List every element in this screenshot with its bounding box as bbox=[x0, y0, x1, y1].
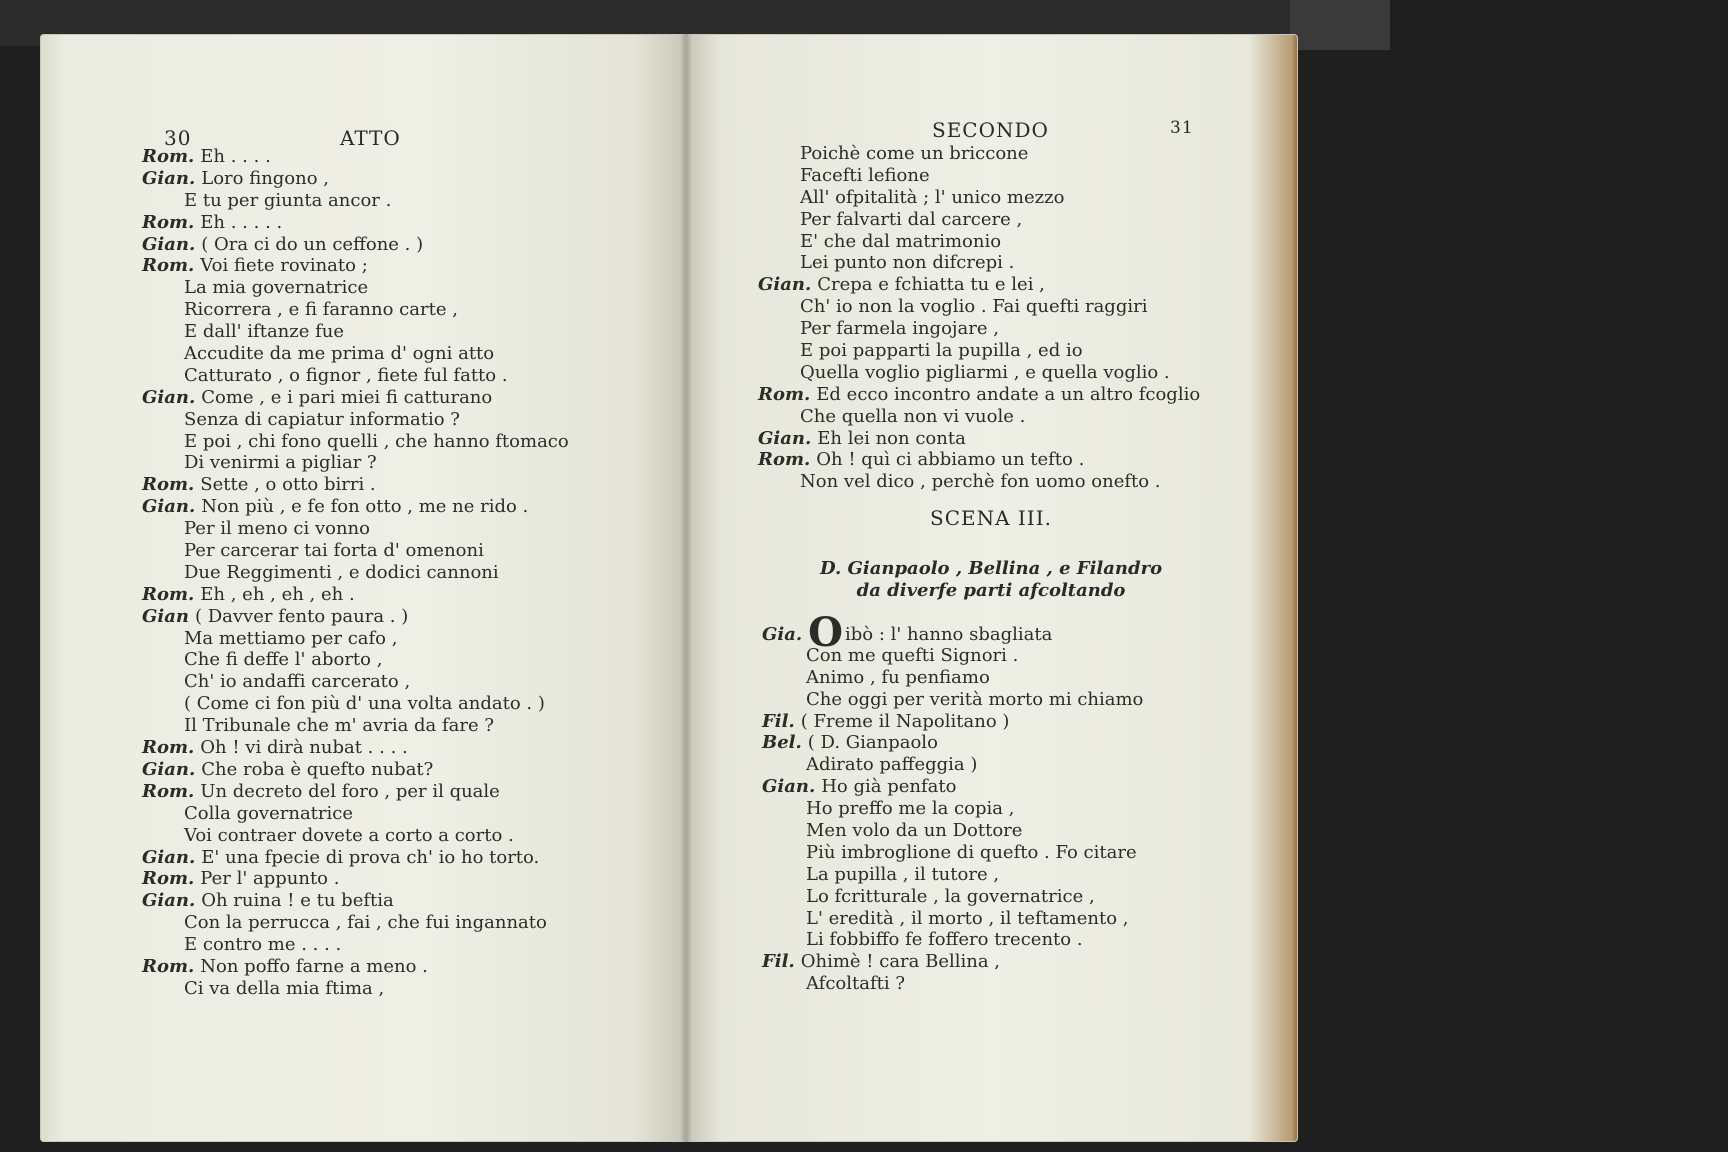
text-line bbox=[758, 471, 1200, 493]
speaker-label: Gian. bbox=[142, 167, 196, 189]
stage-direction bbox=[820, 558, 1162, 602]
text-line bbox=[762, 864, 1143, 886]
line-text: ibò : l' hanno sbagliata bbox=[844, 624, 1053, 645]
right-text-block-bottom bbox=[762, 609, 1144, 995]
line-text: La mia governatrice bbox=[184, 277, 369, 299]
text-line bbox=[758, 318, 1200, 340]
speaker-label: Rom. bbox=[142, 955, 195, 977]
text-line bbox=[758, 252, 1200, 274]
line-text: E poi , chi fono quelli , che hanno ftomaco bbox=[184, 430, 569, 452]
backdrop-strip bbox=[1290, 0, 1390, 50]
speaker-label: Rom. bbox=[142, 737, 195, 759]
speaker-label: Gian. bbox=[142, 386, 196, 408]
text-line bbox=[758, 449, 1200, 471]
line-text: Ricorrera , e fi faranno carte , bbox=[184, 299, 458, 321]
speaker-label: Fil. bbox=[762, 710, 795, 732]
speaker-label: Rom. bbox=[758, 383, 811, 405]
text-line bbox=[142, 803, 569, 825]
speaker-label: Gian. bbox=[142, 758, 196, 780]
line-text: L' eredità , il morto , il teftamento , bbox=[806, 907, 1129, 929]
text-line bbox=[142, 671, 569, 693]
text-line bbox=[758, 209, 1200, 231]
line-text: Di venirmi a pigliar ? bbox=[184, 452, 377, 474]
text-line bbox=[762, 754, 1143, 776]
line-text: E tu per giunta ancor . bbox=[184, 189, 392, 211]
right-running-head: SECONDO bbox=[932, 118, 1049, 142]
speaker-label: Rom. bbox=[142, 868, 195, 890]
text-line bbox=[142, 825, 569, 847]
speaker-label: Rom. bbox=[142, 583, 195, 605]
left-text-block bbox=[142, 146, 569, 1000]
line-text: Per carcerar tai forta d' omenoni bbox=[184, 540, 484, 562]
line-text: Oh ! quì ci abbiamo un tefto . bbox=[816, 449, 1085, 471]
text-line bbox=[142, 956, 569, 978]
line-text: Catturato , o fignor , fiete ful fatto . bbox=[184, 364, 508, 386]
line-text: Che oggi per verità morto mi chiamo bbox=[806, 688, 1144, 710]
stage-direction-line-2: da diverfe parti afcoltando bbox=[856, 580, 1126, 601]
text-line bbox=[758, 231, 1200, 253]
text-line bbox=[142, 299, 569, 321]
text-line bbox=[762, 645, 1143, 667]
speaker-label: Gian. bbox=[142, 233, 196, 255]
line-text: La pupilla , il tutore , bbox=[806, 863, 1000, 885]
text-line bbox=[142, 978, 569, 1000]
line-text: Accudite da me prima d' ogni atto bbox=[184, 343, 495, 365]
book-gutter bbox=[680, 34, 692, 1142]
speaker-label: Rom. bbox=[142, 211, 195, 233]
text-line bbox=[142, 562, 569, 584]
text-line bbox=[762, 908, 1143, 930]
line-text: Che fi deffe l' aborto , bbox=[184, 649, 383, 671]
line-text: Voi fiete rovinato ; bbox=[200, 255, 368, 277]
line-text: Il Tribunale che m' avria da fare ? bbox=[184, 715, 495, 737]
text-line bbox=[142, 868, 569, 890]
text-line bbox=[758, 428, 1200, 450]
text-line bbox=[142, 781, 569, 803]
text-line bbox=[758, 274, 1200, 296]
speaker-label: Fil. bbox=[762, 951, 795, 973]
speaker-label: Gia. bbox=[762, 624, 803, 645]
line-text: Oh ! vi dirà nubat . . . . bbox=[200, 737, 408, 759]
line-text: Con me quefti Signori . bbox=[806, 644, 1019, 666]
speaker-label: Rom. bbox=[142, 255, 195, 277]
text-line bbox=[758, 406, 1200, 428]
text-line bbox=[762, 842, 1143, 864]
line-text: E poi papparti la pupilla , ed io bbox=[800, 340, 1083, 362]
text-line bbox=[142, 934, 569, 956]
line-text: Lo fcritturale , la governatrice , bbox=[806, 885, 1095, 907]
line-text: ( Come ci fon più d' una volta andato . ) bbox=[184, 693, 545, 715]
scene-title: SCENA III. bbox=[930, 506, 1052, 530]
line-text: E' che dal matrimonio bbox=[800, 230, 1002, 252]
line-text: E dall' iftanze fue bbox=[184, 321, 345, 343]
text-line bbox=[142, 847, 569, 869]
text-line bbox=[758, 340, 1200, 362]
text-line bbox=[142, 431, 569, 453]
line-text: Voi contraer dovete a corto a corto . bbox=[184, 824, 514, 846]
text-line bbox=[142, 518, 569, 540]
text-line bbox=[142, 409, 569, 431]
text-line bbox=[142, 212, 569, 234]
left-running-head: ATTO bbox=[340, 126, 401, 150]
speaker-label: Gian. bbox=[142, 496, 196, 518]
text-line bbox=[142, 693, 569, 715]
line-text: Afcoltafti ? bbox=[806, 973, 906, 995]
line-text: Eh . . . . . bbox=[200, 211, 283, 233]
speaker-label: Rom. bbox=[142, 780, 195, 802]
line-text: Colla governatrice bbox=[184, 802, 354, 824]
text-line bbox=[142, 234, 569, 256]
text-line bbox=[762, 820, 1143, 842]
text-line bbox=[142, 606, 569, 628]
text-line bbox=[142, 496, 569, 518]
text-line bbox=[762, 711, 1143, 733]
line-text: Ma mettiamo per cafo , bbox=[184, 627, 398, 649]
speaker-label: Gian. bbox=[762, 776, 816, 798]
speaker-label: Bel. bbox=[762, 732, 802, 754]
text-line bbox=[142, 737, 569, 759]
text-line bbox=[142, 387, 569, 409]
text-line bbox=[142, 649, 569, 671]
speaker-label: Gian bbox=[142, 605, 189, 627]
text-line bbox=[142, 255, 569, 277]
left-page-number: 30 bbox=[164, 126, 192, 150]
line-text: Con la perrucca , fai , che fui ingannato bbox=[184, 912, 547, 934]
line-text: Eh . . . . bbox=[200, 146, 271, 167]
text-line bbox=[142, 146, 569, 168]
text-line bbox=[762, 667, 1143, 689]
line-text: Oh ruina ! e tu beftia bbox=[201, 890, 394, 912]
line-text: E' una fpecie di prova ch' io ho torto. bbox=[201, 846, 540, 868]
text-line bbox=[142, 890, 569, 912]
text-line bbox=[142, 715, 569, 737]
line-text: Animo , fu penfiamo bbox=[806, 666, 990, 688]
text-line bbox=[142, 168, 569, 190]
line-text: Ci va della mia ftima , bbox=[184, 977, 385, 999]
text-line bbox=[758, 165, 1200, 187]
line-text: Che quella non vi vuole . bbox=[800, 405, 1026, 427]
speaker-label: Gian. bbox=[142, 890, 196, 912]
line-text: Per falvarti dal carcere , bbox=[800, 208, 1023, 230]
text-line bbox=[142, 584, 569, 606]
speaker-label: Rom. bbox=[758, 449, 811, 471]
line-text: ( D. Gianpaolo bbox=[807, 732, 938, 754]
text-line bbox=[758, 187, 1200, 209]
text-line bbox=[142, 474, 569, 496]
line-text: E contro me . . . . bbox=[184, 934, 342, 956]
text-line bbox=[142, 343, 569, 365]
line-text: Men volo da un Dottore bbox=[806, 820, 1023, 842]
text-line bbox=[758, 362, 1200, 384]
line-text: Ho già penfato bbox=[821, 776, 957, 798]
line-text: Ch' io non la voglio . Fai quefti raggiri bbox=[800, 296, 1148, 318]
line-text: Ch' io andaffi carcerato , bbox=[184, 671, 411, 693]
speaker-label: Gian. bbox=[758, 427, 812, 449]
line-text: Ohimè ! cara Bellina , bbox=[800, 951, 1001, 973]
line-text: Ho preffo me la copia , bbox=[806, 798, 1015, 820]
line-text: Senza di capiatur informatio ? bbox=[184, 408, 460, 430]
line-text: Eh , eh , eh , eh . bbox=[200, 583, 355, 605]
line-text: Non più , e fe fon otto , me ne rido . bbox=[201, 496, 529, 518]
text-line bbox=[758, 296, 1200, 318]
text-line bbox=[762, 776, 1143, 798]
line-text: All' ofpitalità ; l' unico mezzo bbox=[800, 186, 1065, 208]
line-text: Lei punto non difcrepi . bbox=[800, 252, 1015, 274]
line-text: Più imbroglione di quefto . Fo citare bbox=[806, 841, 1137, 863]
right-page-number: 31 bbox=[1170, 118, 1194, 138]
text-line bbox=[762, 951, 1143, 973]
line-text: Eh lei non conta bbox=[817, 427, 966, 449]
text-line bbox=[142, 628, 569, 650]
line-text: Crepa e fchiatta tu e lei , bbox=[817, 274, 1045, 296]
text-line bbox=[142, 540, 569, 562]
line-text: Quella voglio pigliarmi , e quella voglio . bbox=[800, 361, 1170, 383]
speaker-label: Rom. bbox=[142, 474, 195, 496]
line-text: Per il meno ci vonno bbox=[184, 518, 370, 540]
speaker-label: Gian. bbox=[758, 274, 812, 296]
text-line bbox=[142, 321, 569, 343]
text-line bbox=[142, 759, 569, 781]
line-text: ( Freme il Napolitano ) bbox=[800, 710, 1010, 732]
text-line bbox=[762, 886, 1143, 908]
line-text: Sette , o otto birri . bbox=[200, 474, 376, 496]
line-text: Facefti lefione bbox=[800, 164, 930, 186]
text-line bbox=[762, 973, 1143, 995]
text-line bbox=[758, 143, 1200, 165]
speaker-label: Gian. bbox=[142, 846, 196, 868]
line-text: Un decreto del foro , per il quale bbox=[200, 780, 500, 802]
text-line bbox=[762, 689, 1143, 711]
text-line bbox=[142, 912, 569, 934]
drop-cap: O bbox=[808, 609, 843, 656]
text-line bbox=[142, 190, 569, 212]
right-text-block-top bbox=[758, 143, 1200, 493]
line-text: Che roba è quefto nubat? bbox=[201, 758, 434, 780]
line-text: Loro fingono , bbox=[201, 167, 330, 189]
line-text: Li fobbiffo fe foffero trecento . bbox=[806, 929, 1083, 951]
line-text: Come , e i pari miei fi catturano bbox=[201, 386, 493, 408]
text-line bbox=[762, 798, 1143, 820]
line-text: Per farmela ingojare , bbox=[800, 318, 999, 340]
text-line bbox=[762, 732, 1143, 754]
line-text: ( Ora ci do un ceffone . ) bbox=[201, 233, 424, 255]
text-line bbox=[142, 277, 569, 299]
line-text: Non poffo farne a meno . bbox=[200, 955, 428, 977]
line-text: Adirato paffeggia ) bbox=[806, 754, 978, 776]
speaker-label: Rom. bbox=[142, 146, 195, 167]
text-line bbox=[758, 384, 1200, 406]
line-text: Due Reggimenti , e dodici cannoni bbox=[184, 561, 499, 583]
line-text: Per l' appunto . bbox=[200, 868, 340, 890]
text-line bbox=[142, 365, 569, 387]
line-text: Poichè come un briccone bbox=[800, 143, 1029, 164]
stage-direction-line-1: D. Gianpaolo , Bellina , e Filandro bbox=[820, 558, 1163, 579]
text-line bbox=[762, 929, 1143, 951]
text-line bbox=[142, 452, 569, 474]
line-text: Ed ecco incontro andate a un altro fcoglio bbox=[816, 383, 1201, 405]
line-text: Non vel dico , perchè fon uomo onefto . bbox=[800, 471, 1161, 493]
line-text: ( Davver fento paura . ) bbox=[194, 605, 409, 627]
